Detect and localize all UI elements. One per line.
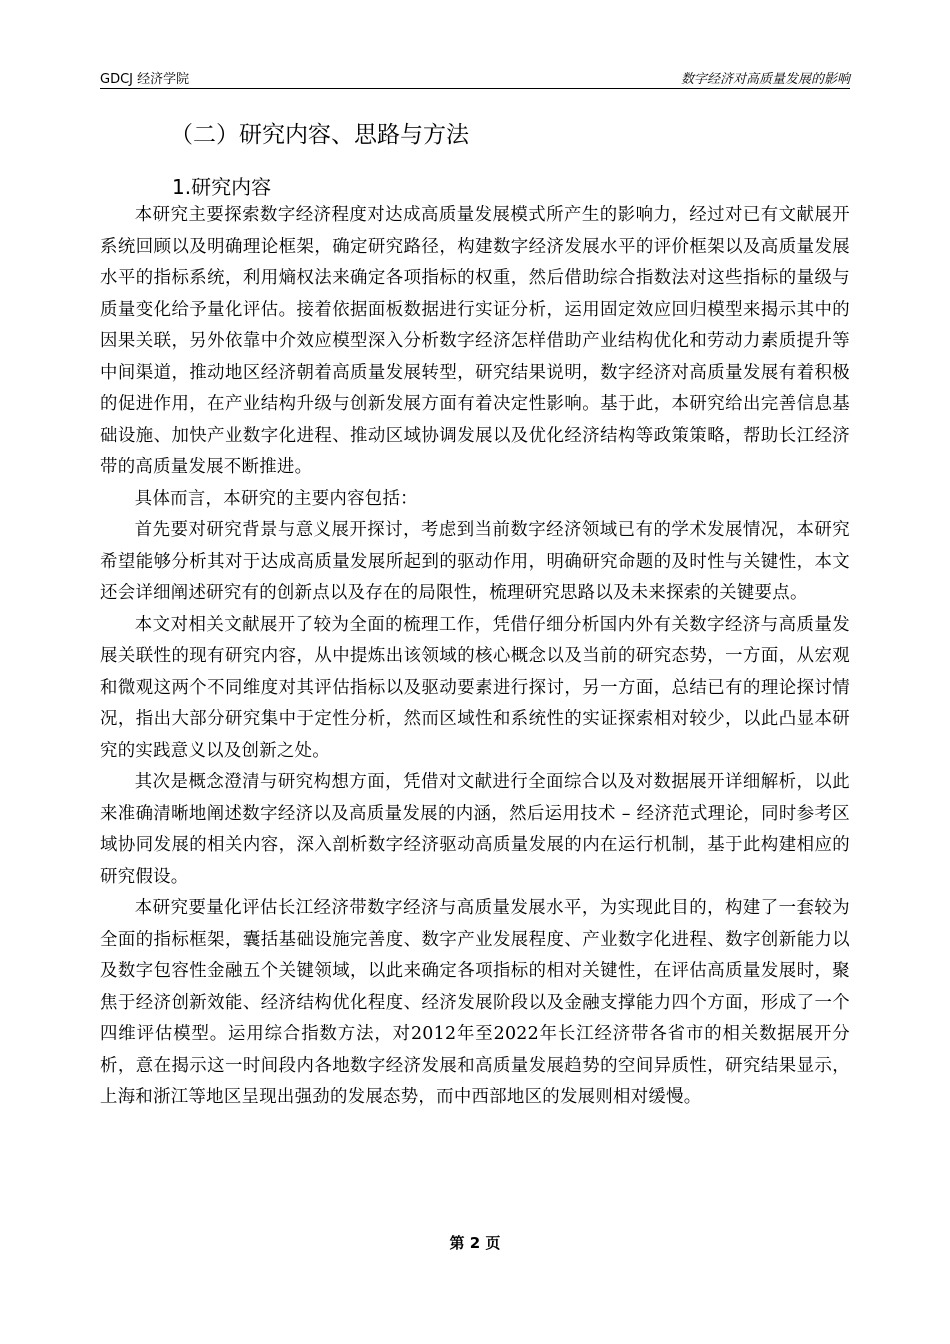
paragraph-5: 其次是概念澄清与研究构想方面，凭借对文献进行全面综合以及对数据展开详细解析，以此来准确清晰地阐述数字经济以及高质量发展的内涵，然后运用技术 – 经济范式理论，同时参考区域协同发展的相关内容，深入剖析数字经济驱动高质量发展的内在运行机制，基于此构建相应的研究假设。 — [100, 772, 850, 887]
paragraph-6: 本研究要量化评估长江经济带数字经济与高质量发展水平，为实现此目的，构建了一套较为全面的指标框架，囊括基础设施完善度、数字产业发展程度、产业数字化进程、数字创新能力以及数字包容性金融五个关键领域，以此来确定各项指标的相对关键性，在评估高质量发展时，聚焦于经济创新效能、经济结构优化程度、经济发展阶段以及金融支撑能力四个方面，形成了一个四维评估模型。运用综合指数方法，对2012年至2022年长江经济带各省市的相关数据展开分析，意在揭示这一时间段内各地数字经济发展和高质量发展趋势的空间异质性，研究结果显示，上海和浙江等地区呈现出强劲的发展态势，而中西部地区的发展则相对缓慢。 — [100, 898, 850, 1107]
page-number: 第 2 页 — [449, 1234, 501, 1252]
paragraph-1: 本研究主要探索数字经济程度对达成高质量发展模式所产生的影响力，经过对已有文献展开系统回顾以及明确理论框架，确定研究路径，构建数字经济发展水平的评价框架以及高质量发展水平的指标系统，利用熵权法来确定各项指标的权重，然后借助综合指数法对这些指标的量级与质量变化给予量化评估。接着依据面板数据进行实证分析，运用固定效应回归模型来揭示其中的因果关联，另外依靠中介效应模型深入分析数字经济怎样借助产业结构优化和劳动力素质提升等中间渠道，推动地区经济朝着高质量发展转型，研究结果说明，数字经济对高质量发展有着积极的促进作用，在产业结构升级与创新发展方面有着决定性影响。基于此，本研究给出完善信息基础设施、加快产业数字化进程、推动区域协调发展以及优化经济结构等政策策略，帮助长江经济带的高质量发展不断推进。 — [100, 205, 850, 477]
header-document-title: 数字经济对高质量发展的影响 — [680, 72, 850, 87]
paragraph-4: 本文对相关文献展开了较为全面的梳理工作，凭借仔细分析国内外有关数字经济与高质量发展关联性的现有研究内容，从中提炼出该领域的核心概念以及当前的研究态势，一方面，从宏观和微观这两个不同维度对其评估指标以及驱动要素进行探讨，另一方面，总结已有的理论探讨情况，指出大部分研究集中于定性分析，然而区域性和系统性的实证探索相对较少，以此凸显本研究的实践意义以及创新之处。 — [100, 614, 850, 761]
header-institution: GDCJ 经济学院 — [100, 72, 190, 87]
section-title: （二）研究内容、思路与方法 — [170, 122, 469, 148]
body-text — [100, 200, 850, 1114]
paragraph-2: 具体而言，本研究的主要内容包括： — [134, 488, 418, 509]
paragraph-3: 首先要对研究背景与意义展开探讨，考虑到当前数字经济领域已有的学术发展情况，本研究希望能够分析其对于达成高质量发展所起到的驱动作用，明确研究命题的及时性与关键性，本文还会详细阐述研究有的创新点以及存在的局限性，梳理研究思路以及未来探索的关键要点。 — [100, 520, 850, 603]
page-header — [100, 64, 850, 89]
subsection-title: 1.研究内容 — [172, 175, 272, 199]
